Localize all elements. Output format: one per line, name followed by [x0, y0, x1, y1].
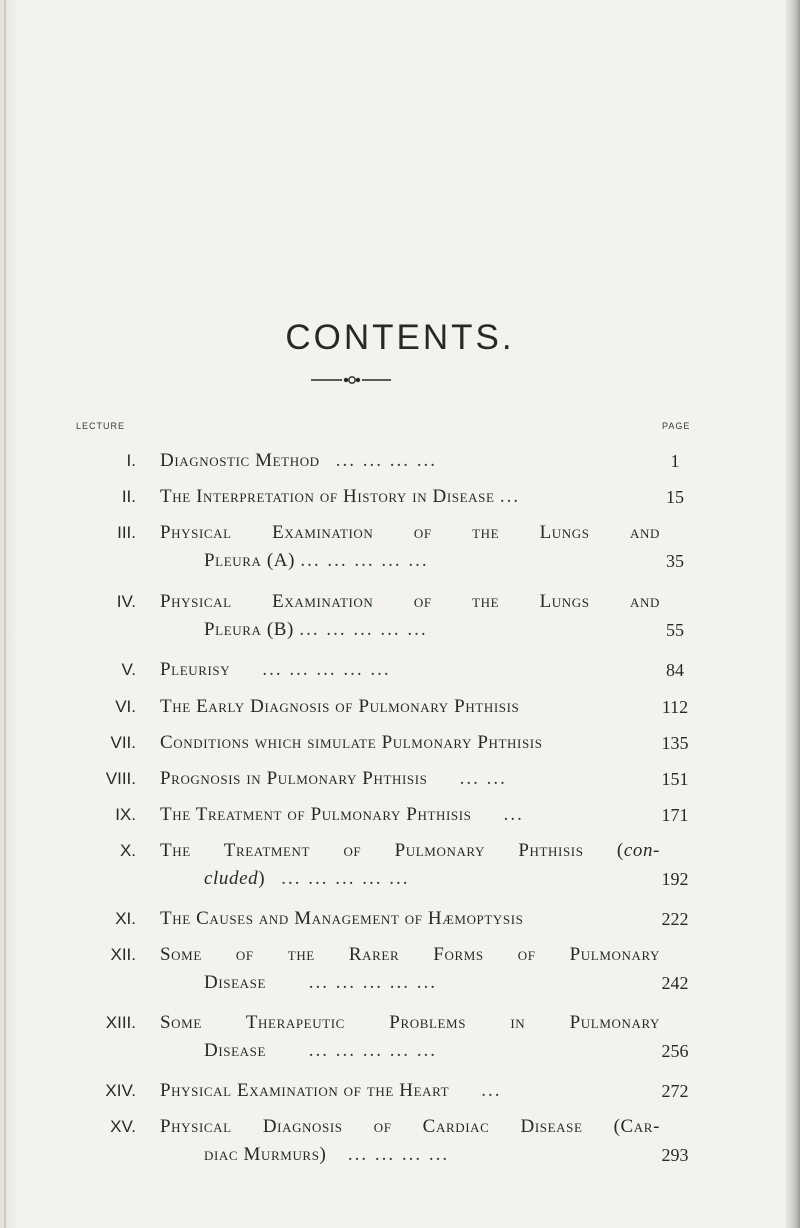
- lecture-title: Prognosis in Pulmonary Phthisis ... ...: [160, 768, 507, 789]
- lecture-title: Physical Examination of the Lungs and: [160, 522, 660, 543]
- lecture-title: Some of the Rarer Forms of Pulmonary: [160, 944, 660, 965]
- lecture-title: Conditions which simulate Pulmonary Phthisis: [160, 732, 543, 753]
- lecture-number: XI.: [115, 909, 136, 928]
- page-number: 55: [666, 620, 684, 640]
- leader-dots: ... ... ... ... ...: [299, 619, 428, 640]
- lecture-title-continued: diac Murmurs) ... ... ... ...: [204, 1144, 450, 1165]
- lecture-title-continued: Disease ... ... ... ... ...: [204, 972, 438, 993]
- lecture-title-continued: Disease ... ... ... ... ...: [204, 1040, 438, 1061]
- page-column-header: PAGE: [662, 421, 691, 431]
- lecture-number: XV.: [110, 1117, 136, 1136]
- leader-dots: ... ... ... ... ...: [300, 550, 429, 571]
- page-number: 15: [666, 487, 684, 507]
- leader-dots: ...: [481, 1080, 502, 1101]
- lecture-number: XIII.: [105, 1013, 136, 1032]
- lecture-title: Physical Examination of the Lungs and: [160, 591, 660, 612]
- lecture-number: VII.: [110, 733, 136, 752]
- leader-dots: ...: [503, 804, 524, 825]
- page-number: 1: [670, 451, 680, 471]
- page-number: 192: [661, 869, 689, 889]
- lecture-title: The Treatment of Pulmonary Phthisis (con-: [160, 840, 660, 861]
- leader-dots: ... ... ... ...: [347, 1144, 450, 1165]
- lecture-number: I.: [126, 451, 136, 470]
- lecture-number: II.: [121, 487, 136, 506]
- page-number: 84: [666, 660, 684, 680]
- title-ornament: [311, 374, 391, 386]
- page-number: 242: [661, 973, 689, 993]
- leader-dots: ... ...: [459, 768, 507, 789]
- lecture-number: III.: [117, 523, 136, 542]
- lecture-number: XII.: [110, 945, 136, 964]
- lecture-title-continued: Pleura (B) ... ... ... ... ...: [204, 619, 428, 640]
- page-number: 112: [661, 697, 689, 717]
- lecture-title: Diagnostic Method ... ... ... ...: [160, 450, 437, 471]
- leader-dots: ... ... ... ...: [335, 450, 437, 471]
- lecture-number: X.: [119, 841, 136, 860]
- lecture-title: The Causes and Management of Hæmoptysis: [160, 908, 524, 929]
- leader-dots: ... ... ... ... ...: [308, 1040, 438, 1061]
- page-number: 135: [661, 733, 689, 753]
- lecture-title: Physical Examination of the Heart ...: [160, 1080, 502, 1101]
- lecture-number: XIV.: [105, 1081, 136, 1100]
- leader-dots: ...: [499, 486, 521, 507]
- lecture-number: IV.: [116, 592, 136, 611]
- page-number: 171: [661, 805, 689, 825]
- leader-dots: ... ... ... ... ...: [262, 659, 391, 680]
- page-number: 35: [666, 551, 684, 571]
- lecture-title: Some Therapeutic Problems in Pulmonary: [160, 1012, 660, 1033]
- lecture-number: VI.: [115, 697, 136, 716]
- lecture-title: Physical Diagnosis of Cardiac Disease (Car-: [160, 1116, 660, 1137]
- lecture-title: Pleurisy ... ... ... ... ...: [160, 659, 391, 680]
- page-number: 256: [661, 1041, 689, 1061]
- lecture-number: VIII.: [105, 769, 136, 788]
- lecture-column-header: LECTURE: [76, 421, 126, 431]
- page-number: 272: [661, 1081, 689, 1101]
- page-number: 293: [661, 1145, 689, 1165]
- lecture-title: The Early Diagnosis of Pulmonary Phthisis: [160, 696, 520, 717]
- page-number: 151: [661, 769, 689, 789]
- leader-dots: ... ... ... ... ...: [281, 868, 410, 889]
- page-number: 222: [661, 909, 689, 929]
- page-title: CONTENTS.: [285, 318, 515, 357]
- lecture-number: V.: [121, 660, 136, 679]
- lecture-title: The Interpretation of History in Disease ...: [160, 486, 521, 507]
- lecture-title: The Treatment of Pulmonary Phthisis ...: [160, 804, 524, 825]
- page-gutter-left: [0, 0, 18, 1228]
- lecture-title-continued: Pleura (A) ... ... ... ... ...: [204, 550, 429, 571]
- leader-dots: ... ... ... ... ...: [308, 972, 438, 993]
- lecture-number: IX.: [115, 805, 136, 824]
- lecture-title-continued: cluded) ... ... ... ... ...: [204, 868, 410, 889]
- page-edge-right: [786, 0, 800, 1228]
